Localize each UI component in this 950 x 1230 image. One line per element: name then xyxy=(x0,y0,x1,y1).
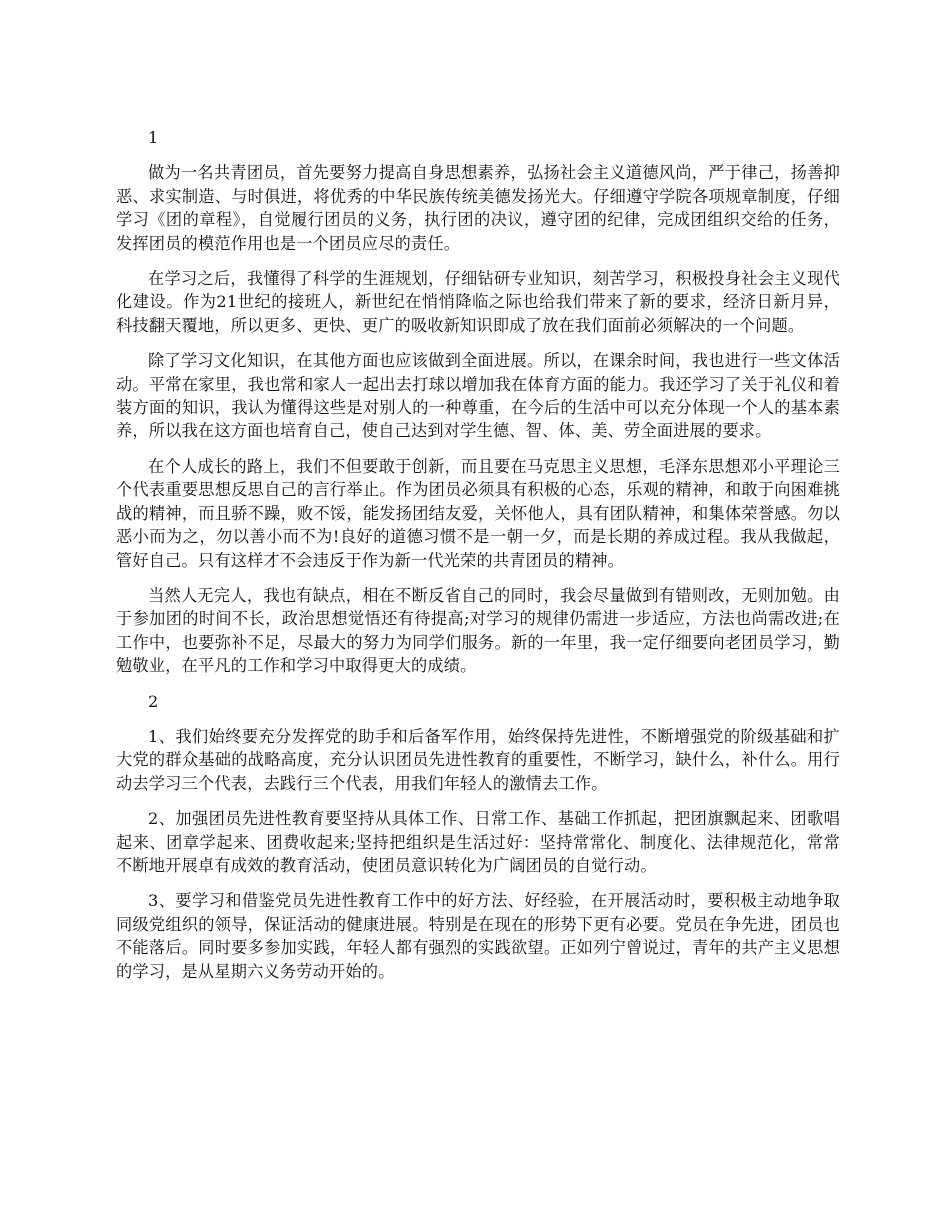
paragraph: 1、我们始终要充分发挥党的助手和后备军作用，始终保持先进性，不断增强党的阶级基础和扩大党的群众基础的战略高度，充分认识团员先进性教育的重要性，不断学习，缺什么，补什么。用行动去学习三个代表，去践行三个代表，用我们年轻人的激情去工作。 xyxy=(116,726,840,793)
paragraph: 2、加强团员先进性教育要坚持从具体工作、日常工作、基础工作抓起，把团旗飘起来、团歌唱起来、团章学起来、团费收起来;坚持把组织是生活过好：坚持常常化、制度化、法律规范化，常常不断地开展卓有成效的教育活动，使团员意识转化为广阔团员的自觉行动。 xyxy=(116,809,840,875)
paragraph: 3、要学习和借鉴党员先进性教育工作中的好方法、好经验，在开展活动时，要积极主动地争取同级党组织的领导，保证活动的健康进展。特别是在现在的形势下更有必要。党员在争先进，团员也不能落后。同时要多参加实践，年轻人都有强烈的实践欲望。正如列宁曾说过，青年的共产主义思想的学习，是从星期六义务劳动开始的。 xyxy=(116,891,840,981)
document-body xyxy=(116,126,840,995)
paragraph: 当然人无完人，我也有缺点，相在不断反省自己的同时，我会尽量做到有错则改，无则加勉。由于参加团的时间不长，政治思想觉悟还有待提高;对学习的规律仍需进一步适应，方法也尚需改进;在工作中，也要弥补不足，尽最大的努力为同学们服务。新的一年里，我一定仔细要向老团员学习，勤勉敬业，在平凡的工作和学习中取得更大的成绩。 xyxy=(116,585,840,676)
paragraph: 在个人成长的路上，我们不但要敢于创新，而且要在马克思主义思想，毛泽东思想邓小平理论三个代表重要思想反思自己的言行举止。作为团员必须具有积极的心态，乐观的精神，和敢于向困难挑战的精神，而且骄不躁，败不馁，能发扬团结友爱，关怀他人，具有团队精神，和集体荣誉感。勿以恶小而为之，勿以善小而不为!良好的道德习惯不是一朝一夕，而是长期的养成过程。我从我做起，管好自己。只有这样才不会违反于作为新一代光荣的共青团员的精神。 xyxy=(116,456,840,570)
paragraph: 在学习之后，我懂得了科学的生涯规划，仔细钻研专业知识，刻苦学习，积极投身社会主义现代化建设。作为21世纪的接班人，新世纪在悄悄降临之际也给我们带来了新的要求，经济日新月异，科技翻天覆地，所以更多、更快、更广的吸收新知识即成了放在我们面前必须解决的一个问题。 xyxy=(116,269,840,335)
paragraph: 除了学习文化知识，在其他方面也应该做到全面进展。所以，在课余时间，我也进行一些文体活动。平常在家里，我也常和家人一起出去打球以增加我在体育方面的能力。我还学习了关于礼仪和着装方面的知识，我认为懂得这些是对别人的一种尊重，在今后的生活中可以充分体现一个人的基本素养，所以我在这方面也培育自己，使自己达到对学生德、智、体、美、劳全面进展的要求。 xyxy=(116,351,840,441)
section-number: 1 xyxy=(148,128,159,147)
section-1 xyxy=(116,126,840,678)
paragraph: 做为一名共青团员，首先要努力提高自身思想素养，弘扬社会主义道德风尚，严于律己，扬善抑恶、求实制造、与时俱进，将优秀的中华民族传统美德发扬光大。仔细遵守学院各项规章制度，仔细学习《团的章程》，自觉履行团员的义务，执行团的决议，遵守团的纪律，完成团组织交给的任务，发挥团员的模范作用也是一个团员应尽的责任。 xyxy=(116,163,840,253)
section-number: 2 xyxy=(148,691,159,711)
section-2 xyxy=(116,690,840,983)
